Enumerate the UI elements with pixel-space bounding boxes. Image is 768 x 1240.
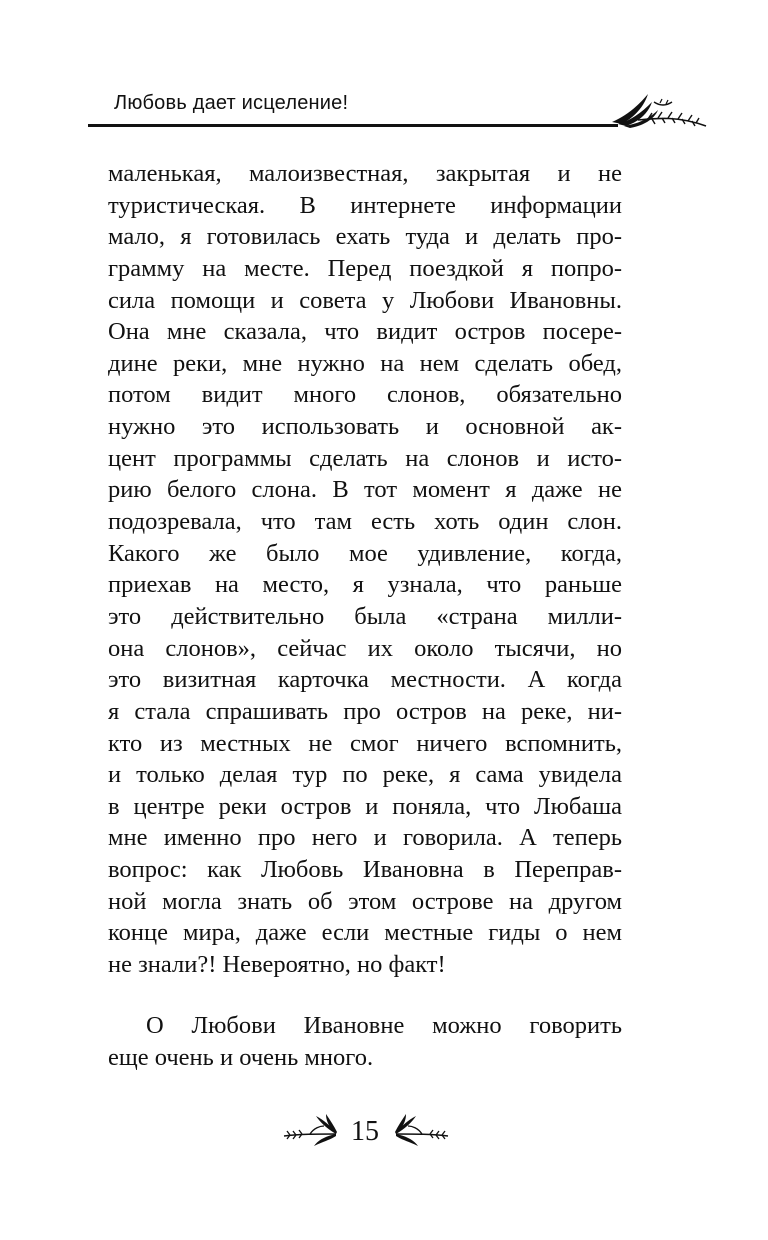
text-line: она слонов», сейчас их около тысячи, но <box>108 634 622 662</box>
page-number: 15 <box>351 1116 379 1147</box>
text-line: не знали?! Невероятно, но факт! <box>108 951 446 979</box>
text-line: Она мне сказала, что видит остров посере- <box>108 318 622 346</box>
text-line: нужно это использовать и основной ак- <box>108 413 622 441</box>
text-line: это действительно была «страна милли- <box>108 602 622 630</box>
text-line: конце мира, даже если местные гиды о нем <box>108 919 622 947</box>
text-line: Какого же было мое удивление, когда, <box>108 539 622 567</box>
running-header <box>88 86 700 130</box>
text-line: еще очень и очень много. <box>108 1043 374 1071</box>
text-line: сила помощи и совета у Любови Ивановны. <box>108 286 622 314</box>
text-line: потом видит много слонов, обязательно <box>108 381 622 409</box>
text-line: приехав на место, я узнала, что раньше <box>108 571 622 599</box>
text-line: туристическая. В интернете информации <box>108 191 622 219</box>
text-line: маленькая, малоизвестная, закрытая и не <box>108 160 622 187</box>
closing-paragraph <box>108 1010 622 1073</box>
text-line: ной могла знать об этом острове на другом <box>108 887 622 915</box>
text-line: грамму на месте. Перед поездкой я попро- <box>108 254 622 282</box>
leaf-sprig-icon <box>392 1112 452 1148</box>
text-line: дине реки, мне нужно на нем сделать обед, <box>108 349 622 377</box>
text-line: цент программы сделать на слонов и исто- <box>108 444 622 472</box>
text-line: вопрос: как Любовь Ивановна в Переправ- <box>108 856 622 884</box>
leaf-sprig-icon <box>608 86 708 136</box>
text-line: это визитная карточка местности. А когда <box>108 666 622 694</box>
running-title: Любовь дает исцеление! <box>114 92 349 114</box>
header-rule <box>88 124 618 127</box>
text-line: мало, я готовилась ехать туда и делать про- <box>108 223 622 251</box>
text-line: кто из местных не смог ничего вспомнить, <box>108 729 622 757</box>
page-footer <box>280 1110 450 1160</box>
text-line: О Любови Ивановне можно говорить <box>146 1012 622 1039</box>
text-line: рию белого слона. В тот момент я даже не <box>108 476 622 504</box>
text-line: подозревала, что там есть хоть один слон. <box>108 508 622 536</box>
main-paragraph <box>108 158 622 981</box>
text-line: мне именно про него и говорила. А теперь <box>108 824 622 852</box>
text-line: я стала спрашивать про остров на реке, ни- <box>108 697 622 725</box>
text-line: и только делая тур по реке, я сама увидела <box>108 761 622 789</box>
leaf-sprig-icon <box>280 1112 340 1148</box>
text-line: в центре реки остров и поняла, что Любаша <box>108 792 622 820</box>
